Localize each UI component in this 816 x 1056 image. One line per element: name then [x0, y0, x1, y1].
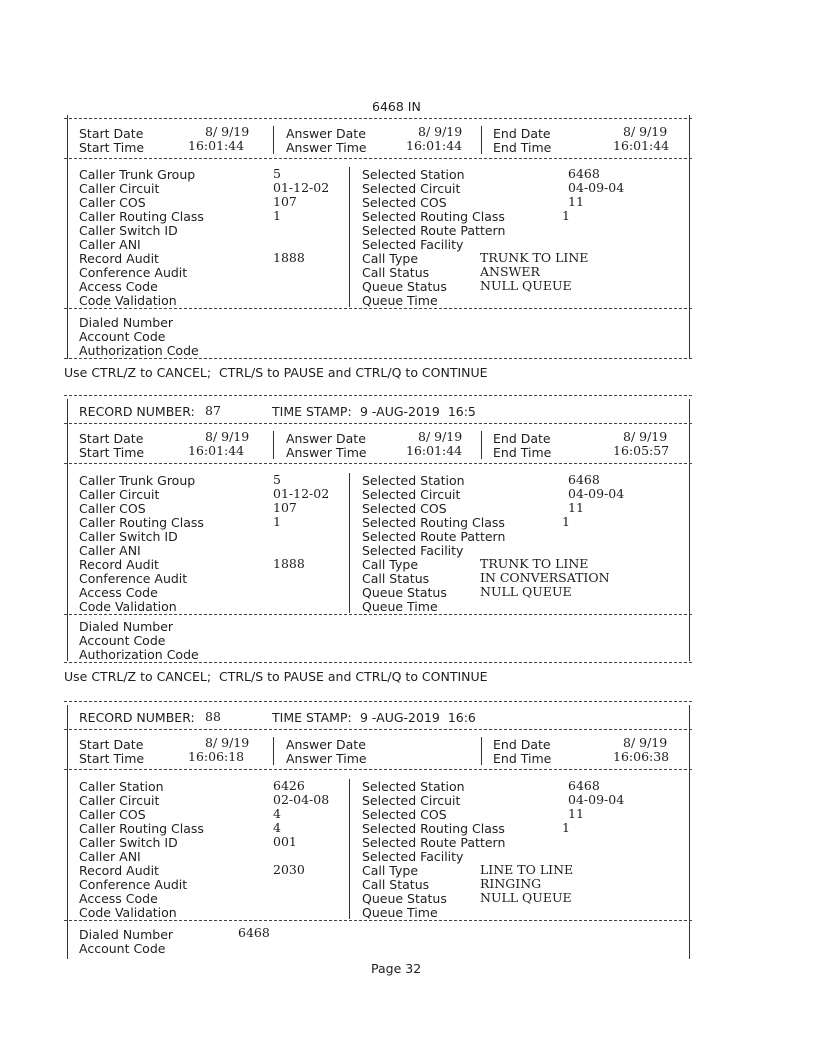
page-title: 6468 IN: [372, 99, 421, 114]
answer-date-label: Answer Date: [286, 737, 366, 752]
caller-station-label: Caller Station: [79, 779, 164, 794]
access-code-label: Access Code: [79, 585, 158, 600]
selected-station-label: Selected Station: [362, 473, 465, 488]
caller-cos-value: 4: [273, 806, 281, 821]
caller-ani-label: Caller ANI: [79, 237, 141, 252]
end-time-label: End Time: [493, 140, 552, 155]
caller-trunk-group-value: 5: [273, 472, 281, 487]
caller-trunk-group-label: Caller Trunk Group: [79, 473, 196, 488]
start-time-label: Start Time: [79, 751, 145, 766]
selected-station-label: Selected Station: [362, 779, 465, 794]
queue-status-value: NULL QUEUE: [480, 278, 572, 293]
end-date-value: 8/ 9/19: [623, 429, 668, 444]
call-type-value: TRUNK TO LINE: [480, 556, 589, 571]
start-date-value: 8/ 9/19: [205, 735, 250, 750]
time-stamp-value: 9 -AUG-2019 16:5: [360, 404, 476, 419]
start-time-label: Start Time: [79, 445, 145, 460]
caller-routing-class-label: Caller Routing Class: [79, 821, 204, 836]
queue-status-label: Queue Status: [362, 891, 447, 906]
call-status-value: RINGING: [480, 876, 542, 891]
selected-cos-value: 11: [568, 194, 584, 209]
selected-cos-value: 11: [568, 806, 584, 821]
end-date-label: End Date: [493, 737, 551, 752]
start-date-label: Start Date: [79, 737, 144, 752]
control-notice: Use CTRL/Z to CANCEL; CTRL/S to PAUSE and CTRL/Q to CONTINUE: [64, 365, 488, 380]
selected-cos-label: Selected COS: [362, 807, 447, 822]
dialed-number-label: Dialed Number: [79, 927, 174, 942]
call-status-value: ANSWER: [480, 264, 540, 279]
start-date-label: Start Date: [79, 431, 144, 446]
authorization-code-label: Authorization Code: [79, 647, 199, 662]
queue-time-label: Queue Time: [362, 293, 438, 308]
caller-cos-value: 107: [273, 500, 297, 515]
end-time-value: 16:06:38: [613, 749, 670, 764]
caller-cos-label: Caller COS: [79, 195, 146, 210]
call-type-value: LINE TO LINE: [480, 862, 574, 877]
answer-date-label: Answer Date: [286, 431, 366, 446]
selected-route-pattern-label: Selected Route Pattern: [362, 529, 506, 544]
queue-status-value: NULL QUEUE: [480, 584, 572, 599]
record-number-label: RECORD NUMBER:: [79, 710, 195, 725]
selected-routing-class-label: Selected Routing Class: [362, 515, 505, 530]
selected-circuit-value: 04-09-04: [568, 486, 625, 501]
selected-station-value: 6468: [568, 166, 600, 181]
selected-station-value: 6468: [568, 472, 600, 487]
time-stamp-value: 9 -AUG-2019 16:6: [360, 710, 476, 725]
page-number: Page 32: [371, 961, 422, 976]
queue-status-label: Queue Status: [362, 279, 447, 294]
selected-circuit-label: Selected Circuit: [362, 487, 461, 502]
selected-routing-class-label: Selected Routing Class: [362, 821, 505, 836]
selected-facility-label: Selected Facility: [362, 237, 464, 252]
account-code-label: Account Code: [79, 633, 166, 648]
caller-circuit-value: 01-12-02: [273, 486, 330, 501]
access-code-label: Access Code: [79, 279, 158, 294]
end-time-value: 16:05:57: [613, 443, 670, 458]
caller-ani-label: Caller ANI: [79, 543, 141, 558]
record-audit-value: 2030: [273, 862, 305, 877]
end-time-label: End Time: [493, 751, 552, 766]
answer-date-value: 8/ 9/19: [418, 124, 463, 139]
caller-cos-value: 107: [273, 194, 297, 209]
authorization-code-label: Authorization Code: [79, 343, 199, 358]
dialed-number-label: Dialed Number: [79, 315, 174, 330]
code-validation-label: Code Validation: [79, 905, 177, 920]
start-date-value: 8/ 9/19: [205, 429, 250, 444]
caller-circuit-value: 02-04-08: [273, 792, 330, 807]
caller-switch-id-value: 001: [273, 834, 297, 849]
access-code-label: Access Code: [79, 891, 158, 906]
caller-routing-class-label: Caller Routing Class: [79, 515, 204, 530]
answer-time-label: Answer Time: [286, 140, 367, 155]
selected-routing-class-value: 1: [562, 514, 570, 529]
caller-cos-label: Caller COS: [79, 501, 146, 516]
start-time-value: 16:01:44: [188, 138, 245, 153]
selected-circuit-value: 04-09-04: [568, 792, 625, 807]
selected-station-value: 6468: [568, 778, 600, 793]
answer-time-label: Answer Time: [286, 751, 367, 766]
record-number-label: RECORD NUMBER:: [79, 404, 195, 419]
caller-routing-class-label: Caller Routing Class: [79, 209, 204, 224]
time-stamp-label: TIME STAMP:: [272, 710, 352, 725]
end-time-value: 16:01:44: [613, 138, 670, 153]
conference-audit-label: Conference Audit: [79, 877, 188, 892]
queue-status-label: Queue Status: [362, 585, 447, 600]
call-status-label: Call Status: [362, 877, 430, 892]
selected-circuit-value: 04-09-04: [568, 180, 625, 195]
caller-routing-class-value: 1: [273, 514, 281, 529]
dialed-number-value: 6468: [238, 925, 270, 940]
caller-routing-class-value: 1: [273, 208, 281, 223]
caller-switch-id-label: Caller Switch ID: [79, 835, 178, 850]
queue-time-label: Queue Time: [362, 905, 438, 920]
selected-cos-label: Selected COS: [362, 501, 447, 516]
code-validation-label: Code Validation: [79, 599, 177, 614]
start-date-label: Start Date: [79, 126, 144, 141]
selected-cos-label: Selected COS: [362, 195, 447, 210]
conference-audit-label: Conference Audit: [79, 571, 188, 586]
call-status-label: Call Status: [362, 265, 430, 280]
caller-station-value: 6426: [273, 778, 305, 793]
answer-date-value: 8/ 9/19: [418, 429, 463, 444]
selected-facility-label: Selected Facility: [362, 849, 464, 864]
record-number-value: 87: [205, 403, 221, 418]
caller-circuit-value: 01-12-02: [273, 180, 330, 195]
queue-status-value: NULL QUEUE: [480, 890, 572, 905]
caller-circuit-label: Caller Circuit: [79, 793, 160, 808]
caller-circuit-label: Caller Circuit: [79, 487, 160, 502]
record-audit-label: Record Audit: [79, 863, 159, 878]
selected-route-pattern-label: Selected Route Pattern: [362, 835, 506, 850]
caller-routing-class-value: 4: [273, 820, 281, 835]
start-time-value: 16:01:44: [188, 443, 245, 458]
answer-date-label: Answer Date: [286, 126, 366, 141]
call-status-label: Call Status: [362, 571, 430, 586]
call-type-label: Call Type: [362, 557, 419, 572]
account-code-label: Account Code: [79, 329, 166, 344]
record-audit-value: 1888: [273, 250, 305, 265]
account-code-label: Account Code: [79, 941, 166, 956]
call-status-value: IN CONVERSATION: [480, 570, 610, 585]
conference-audit-label: Conference Audit: [79, 265, 188, 280]
end-time-label: End Time: [493, 445, 552, 460]
caller-ani-label: Caller ANI: [79, 849, 141, 864]
selected-routing-class-label: Selected Routing Class: [362, 209, 505, 224]
selected-route-pattern-label: Selected Route Pattern: [362, 223, 506, 238]
answer-time-label: Answer Time: [286, 445, 367, 460]
selected-station-label: Selected Station: [362, 167, 465, 182]
call-type-label: Call Type: [362, 251, 419, 266]
caller-cos-label: Caller COS: [79, 807, 146, 822]
answer-time-value: 16:01:44: [406, 138, 463, 153]
time-stamp-label: TIME STAMP:: [272, 404, 352, 419]
selected-circuit-label: Selected Circuit: [362, 181, 461, 196]
record-number-value: 88: [205, 709, 221, 724]
record-audit-label: Record Audit: [79, 557, 159, 572]
code-validation-label: Code Validation: [79, 293, 177, 308]
record-audit-label: Record Audit: [79, 251, 159, 266]
dialed-number-label: Dialed Number: [79, 619, 174, 634]
call-type-value: TRUNK TO LINE: [480, 250, 589, 265]
caller-circuit-label: Caller Circuit: [79, 181, 160, 196]
start-time-label: Start Time: [79, 140, 145, 155]
selected-circuit-label: Selected Circuit: [362, 793, 461, 808]
selected-routing-class-value: 1: [562, 820, 570, 835]
caller-switch-id-label: Caller Switch ID: [79, 529, 178, 544]
selected-cos-value: 11: [568, 500, 584, 515]
record-audit-value: 1888: [273, 556, 305, 571]
selected-routing-class-value: 1: [562, 208, 570, 223]
call-type-label: Call Type: [362, 863, 419, 878]
start-time-value: 16:06:18: [188, 749, 245, 764]
end-date-value: 8/ 9/19: [623, 735, 668, 750]
end-date-label: End Date: [493, 126, 551, 141]
end-date-label: End Date: [493, 431, 551, 446]
answer-time-value: 16:01:44: [406, 443, 463, 458]
caller-switch-id-label: Caller Switch ID: [79, 223, 178, 238]
end-date-value: 8/ 9/19: [623, 124, 668, 139]
control-notice: Use CTRL/Z to CANCEL; CTRL/S to PAUSE and CTRL/Q to CONTINUE: [64, 669, 488, 684]
caller-trunk-group-value: 5: [273, 166, 281, 181]
start-date-value: 8/ 9/19: [205, 124, 250, 139]
selected-facility-label: Selected Facility: [362, 543, 464, 558]
queue-time-label: Queue Time: [362, 599, 438, 614]
caller-trunk-group-label: Caller Trunk Group: [79, 167, 196, 182]
